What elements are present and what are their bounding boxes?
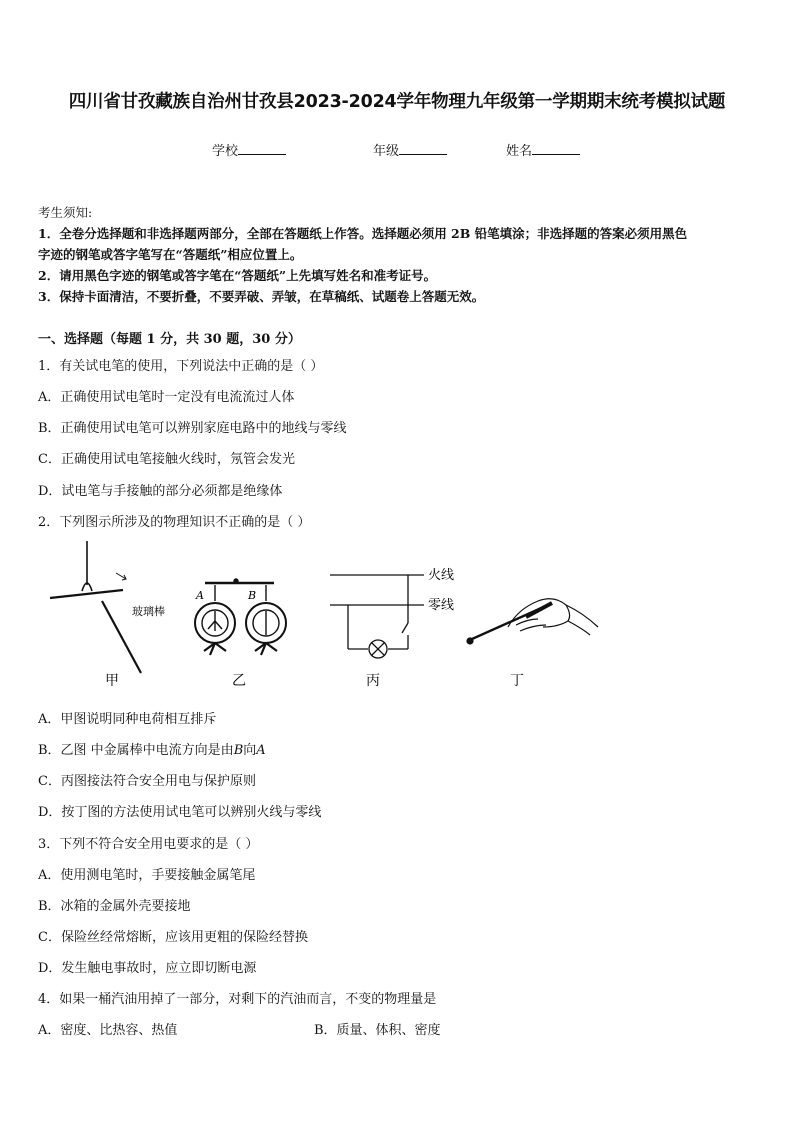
figure-jia [50, 541, 141, 673]
q2-stem: 2．下列图示所涉及的物理知识不正确的是（ ） [38, 515, 311, 530]
notice-item-1: 1．全卷分选择题和非选择题两部分，全部在答题纸上作答。选择题必须用 2B 铅笔填涂；非选择题的答案必须用黑色 [38, 226, 688, 241]
glass-rod-label: 玻璃棒 [132, 605, 165, 618]
q2-option-a: A．甲图说明同种电荷相互排斥 [38, 712, 217, 727]
q2-figure [38, 535, 758, 695]
section-heading: 一、选择题（每题 1 分，共 30 题，30 分） [38, 332, 301, 347]
q1-option-b: B．正确使用试电笔可以辨别家庭电路中的地线与零线 [38, 421, 347, 436]
q3-option-b: B．冰箱的金属外壳要接地 [38, 899, 191, 914]
live-wire-label: 火线 [428, 568, 455, 583]
grade-field[interactable] [373, 140, 447, 159]
name-label: 姓名 [506, 144, 533, 159]
q3-option-c: C．保险丝经常熔断，应该用更粗的保险经替换 [38, 930, 308, 945]
caption-bing: 丙 [366, 673, 380, 689]
exam-title: 四川省甘孜藏族自治州甘孜县2023-2024学年物理九年级第一学期期末统考模拟试题 [68, 92, 726, 112]
notice-item-2: 2．请用黑色字迹的钢笔或答字笔在“答题纸”上先填写姓名和准考证号。 [38, 268, 437, 283]
neutral-wire-label: 零线 [428, 598, 455, 613]
name-blank[interactable] [532, 142, 580, 155]
caption-ding: 丁 [510, 673, 524, 689]
electroscope-a-label: A [196, 589, 204, 602]
q4-stem: 4．如果一桶汽油用掉了一部分，对剩下的汽油而言，不变的物理量是 [38, 992, 437, 1007]
grade-blank[interactable] [399, 142, 447, 155]
q2-option-b-to: A [256, 743, 266, 758]
q2-option-b-from: B [233, 743, 244, 758]
school-label: 学校 [212, 144, 239, 159]
q3-stem: 3．下列不符合安全用电要求的是（ ） [38, 837, 259, 852]
q1-stem: 1．有关试电笔的使用，下列说法中正确的是（ ） [38, 359, 324, 374]
q3-option-a: A．使用测电笔时，手要接触金属笔尾 [38, 868, 256, 883]
figure-ding [467, 599, 598, 644]
notice-item-3: 3．保持卡面清洁，不要折叠，不要弄破、弄皱，在草稿纸、试题卷上答题无效。 [38, 289, 485, 304]
caption-yi: 乙 [232, 673, 246, 689]
notice-heading: 考生须知: [38, 205, 93, 220]
school-field[interactable] [212, 140, 286, 159]
q4-option-b: B．质量、体积、密度 [314, 1023, 441, 1038]
figure-yi [195, 579, 286, 655]
q2-option-d: D．按丁图的方法使用试电笔可以辨别火线与零线 [38, 805, 322, 820]
q2-option-b-text: B．乙图 中金属棒中电流方向是由 [38, 743, 234, 758]
school-blank[interactable] [238, 142, 286, 155]
q4-option-a: A．密度、比热容、热值 [38, 1023, 178, 1038]
q1-option-d: D．试电笔与手接触的部分必须都是绝缘体 [38, 484, 283, 499]
notice-item-1-cont: 字迹的钢笔或答字笔写在“答题纸”相应位置上。 [38, 247, 303, 262]
q3-option-d: D．发生触电事故时，应立即切断电源 [38, 961, 257, 976]
caption-jia: 甲 [105, 673, 119, 689]
electroscope-b-label: B [248, 589, 257, 602]
q2-option-b-mid: 向 [243, 743, 257, 758]
q2-option-c: C．丙图接法符合安全用电与保护原则 [38, 774, 256, 789]
grade-label: 年级 [373, 144, 400, 159]
figure-bing [330, 575, 424, 658]
q2-option-b [38, 739, 266, 758]
q1-option-a: A．正确使用试电笔时一定没有电流流过人体 [38, 390, 295, 405]
name-field[interactable] [506, 140, 580, 159]
q1-option-c: C．正确使用试电笔接触火线时，氖管会发光 [38, 452, 295, 467]
